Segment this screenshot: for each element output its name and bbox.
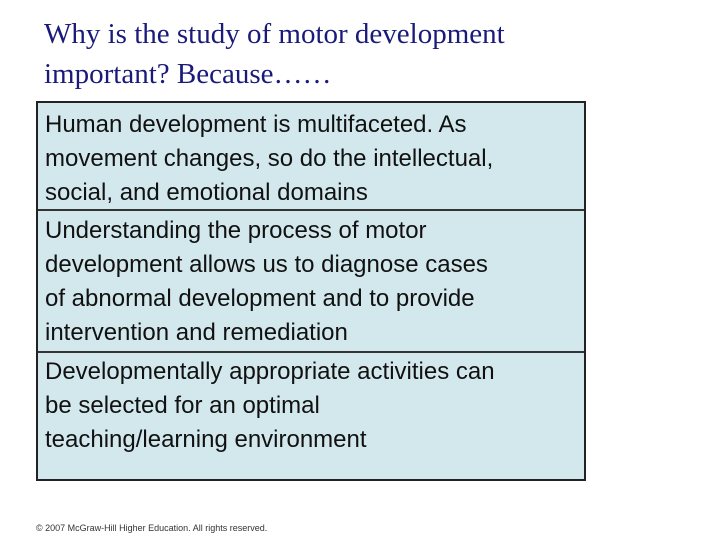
- bullet-line: Human development is multifaceted. As: [45, 111, 467, 138]
- title-line-2: important? Because……: [44, 58, 332, 90]
- bullet-line: teaching/learning environment: [45, 426, 367, 453]
- title-line-1: Why is the study of motor development: [44, 18, 505, 50]
- bullet-line: movement changes, so do the intellectual,: [45, 145, 494, 172]
- slide-title: [44, 14, 664, 94]
- bullet-item-multifaceted: [38, 108, 584, 210]
- bullet-line: social, and emotional domains: [45, 179, 368, 206]
- copyright-footer: © 2007 McGraw-Hill Higher Education. All rights reserved.: [36, 523, 268, 533]
- bullet-line: intervention and remediation: [45, 319, 348, 346]
- bullet-line: be selected for an optimal: [45, 392, 320, 419]
- bullet-line: of abnormal development and to provide: [45, 285, 475, 312]
- bullet-list-box: [36, 101, 586, 481]
- bullet-item-diagnose: [38, 214, 584, 350]
- bullet-line: Developmentally appropriate activities can: [45, 358, 495, 385]
- bullet-divider: [38, 351, 584, 353]
- bullet-divider: [38, 209, 584, 211]
- bullet-line: development allows us to diagnose cases: [45, 251, 488, 278]
- bullet-line: Understanding the process of motor: [45, 217, 427, 244]
- bullet-item-activities: [38, 355, 584, 481]
